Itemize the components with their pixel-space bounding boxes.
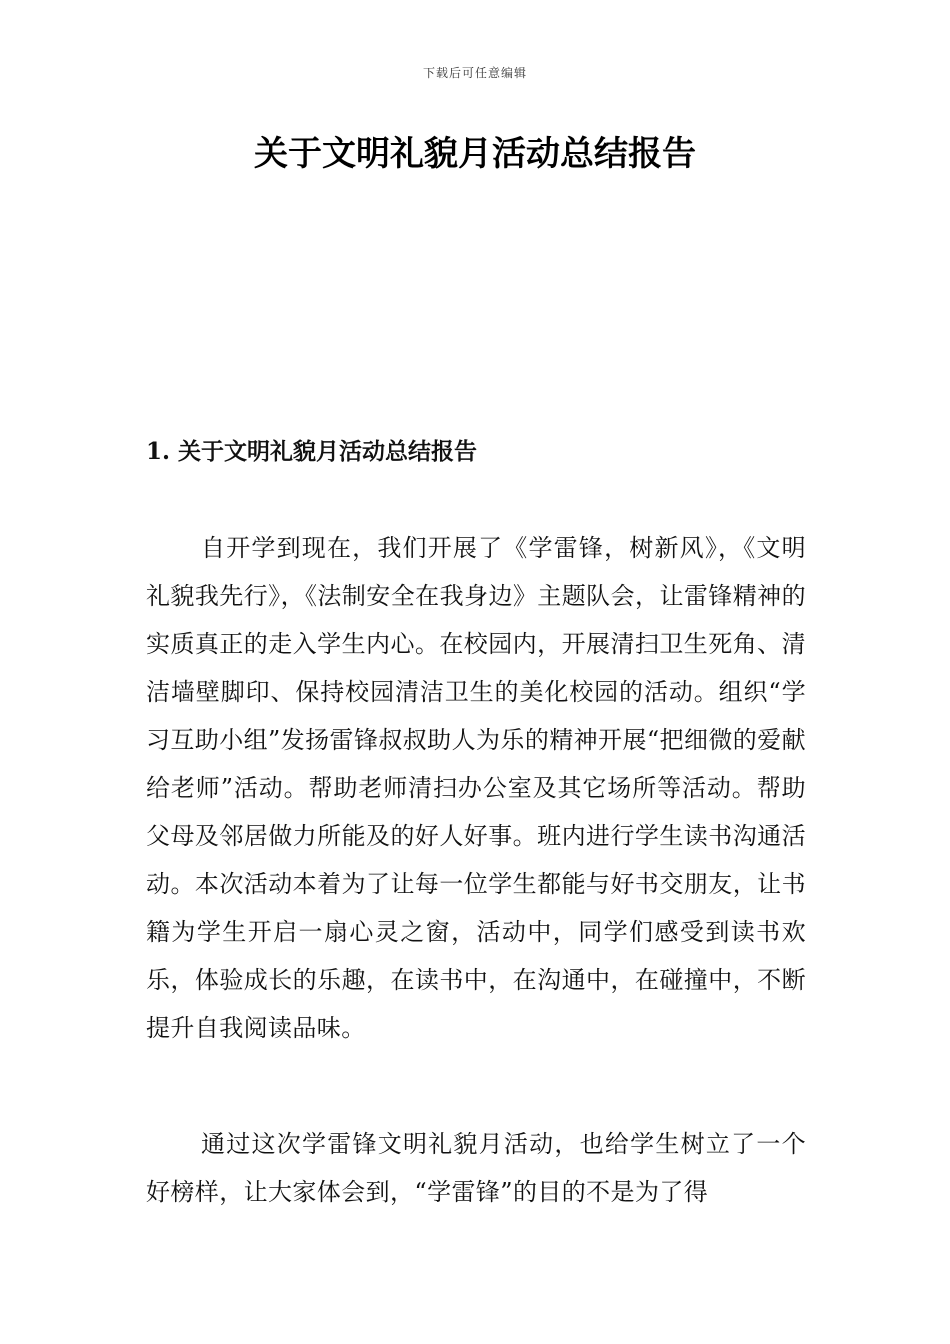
body-paragraph-2: 通过这次学雷锋文明礼貌月活动，也给学生树立了一个好榜样，让大家体会到，“学雷锋”的目的不是为了得 — [146, 1130, 806, 1206]
section-heading: 1. 关于文明礼貌月活动总结报告 — [146, 438, 478, 465]
page-header-note: 下载后可任意编辑 — [422, 66, 527, 80]
document-title: 关于文明礼貌月活动总结报告 — [254, 134, 696, 174]
body-paragraph-1: 自开学到现在，我们开展了《学雷锋，树新风》，《文明礼貌我先行》，《法制安全在我身边》主题队会，让雷锋精神的实质真正的走入学生内心。在校园内，开展清扫卫生死角、清洁墙壁脚印、保持校园清洁卫生的美化校园的活动。组织“学习互助小组”发扬雷锋叔叔助人为乐的精神开展“把细微的爱献给老师”活动。帮助老师清扫办公室及其它场所等活动。帮助父母及邻居做力所能及的好人好事。班内进行学生读书沟通活动。本次活动本着为了让每一位学生都能与好书交朋友，让书籍为学生开启一扇心灵之窗，活动中，同学们感受到读书欢乐，体验成长的乐趣，在读书中，在沟通中，在碰撞中，不断提升自我阅读品味。 — [146, 534, 806, 1042]
